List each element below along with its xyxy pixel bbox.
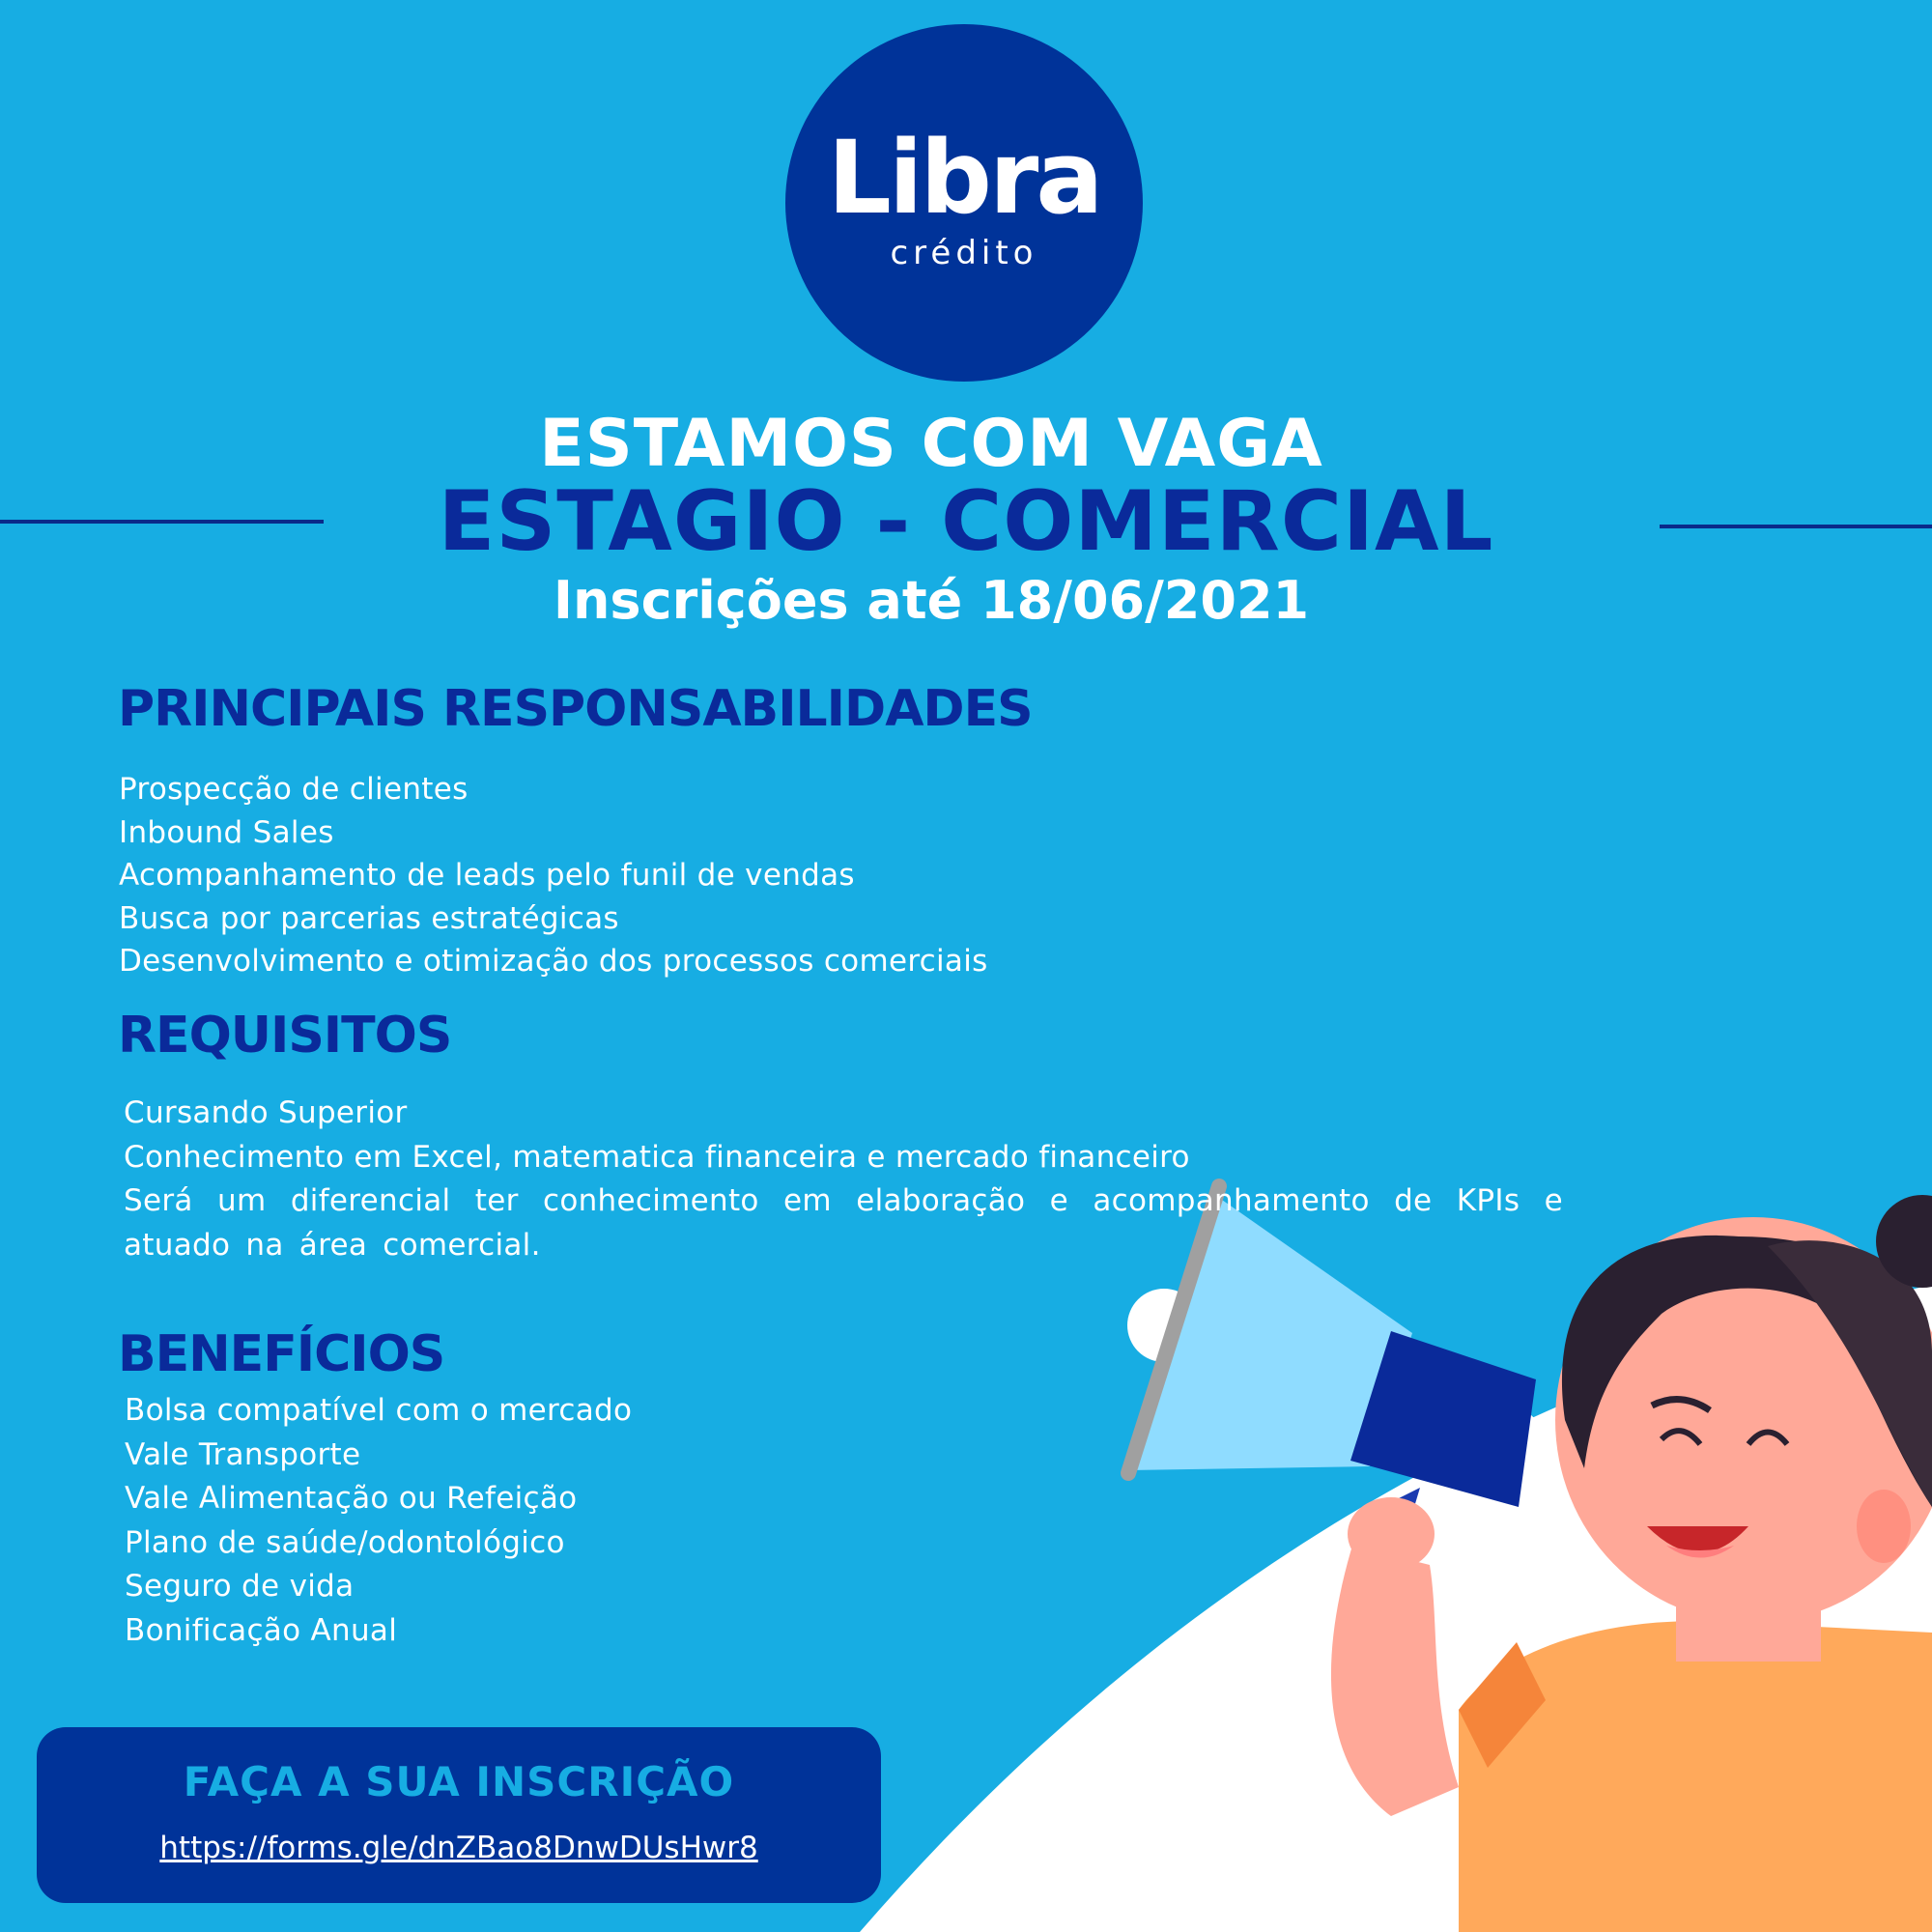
list-item: Bolsa compatível com o mercado [125, 1393, 633, 1428]
heading-cargo: ESTAGIO - COMERCIAL [438, 473, 1494, 570]
section-title-requisitos: REQUISITOS [118, 1007, 452, 1065]
divider-left [0, 520, 324, 524]
list-item: Cursando Superior [124, 1095, 408, 1130]
cta-box [37, 1727, 881, 1903]
list-item: Seguro de vida [125, 1569, 355, 1604]
logo-subtitle: crédito [890, 234, 1038, 272]
list-item: Plano de saúde/odontológico [125, 1524, 565, 1560]
heading-vaga: ESTAMOS COM VAGA [539, 406, 1323, 482]
divider-right [1660, 525, 1932, 528]
list-item: Acompanhamento de leads pelo funil de vendas [119, 858, 855, 893]
list-item: Conhecimento em Excel, matematica financeira e mercado financeiro [124, 1139, 1190, 1175]
list-item: Vale Transporte [125, 1436, 361, 1472]
responsabilidades-list [119, 768, 988, 983]
section-title-responsabilidades: PRINCIPAIS RESPONSABILIDADES [118, 680, 1033, 738]
section-title-beneficios: BENEFÍCIOS [118, 1325, 445, 1383]
shirt [1459, 1621, 1932, 1932]
list-item: Desenvolvimento e otimização dos processos comerciais [119, 944, 988, 979]
cta-title: FAÇA A SUA INSCRIÇÃO [183, 1757, 735, 1805]
libra-logo [785, 24, 1143, 382]
ear [1857, 1490, 1911, 1563]
list-item: Prospecção de clientes [119, 772, 469, 807]
logo-brand: Libra [827, 119, 1101, 237]
list-item: Vale Alimentação ou Refeição [125, 1481, 578, 1516]
cta-link[interactable]: https://forms.gle/dnZBao8DnwDUsHwr8 [159, 1830, 758, 1865]
beneficios-list [125, 1389, 632, 1653]
list-item: Bonificação Anual [125, 1612, 398, 1648]
list-item: Busca por parcerias estratégicas [119, 900, 619, 936]
heading-inscricoes: Inscrições até 18/06/2021 [553, 570, 1310, 631]
requisitos-list [124, 1092, 1563, 1267]
list-item: Será um diferencial ter conhecimento em elaboração e acompanhamento de KPIs e atuado na área comercial. [124, 1183, 1563, 1263]
list-item: Inbound Sales [119, 814, 334, 850]
